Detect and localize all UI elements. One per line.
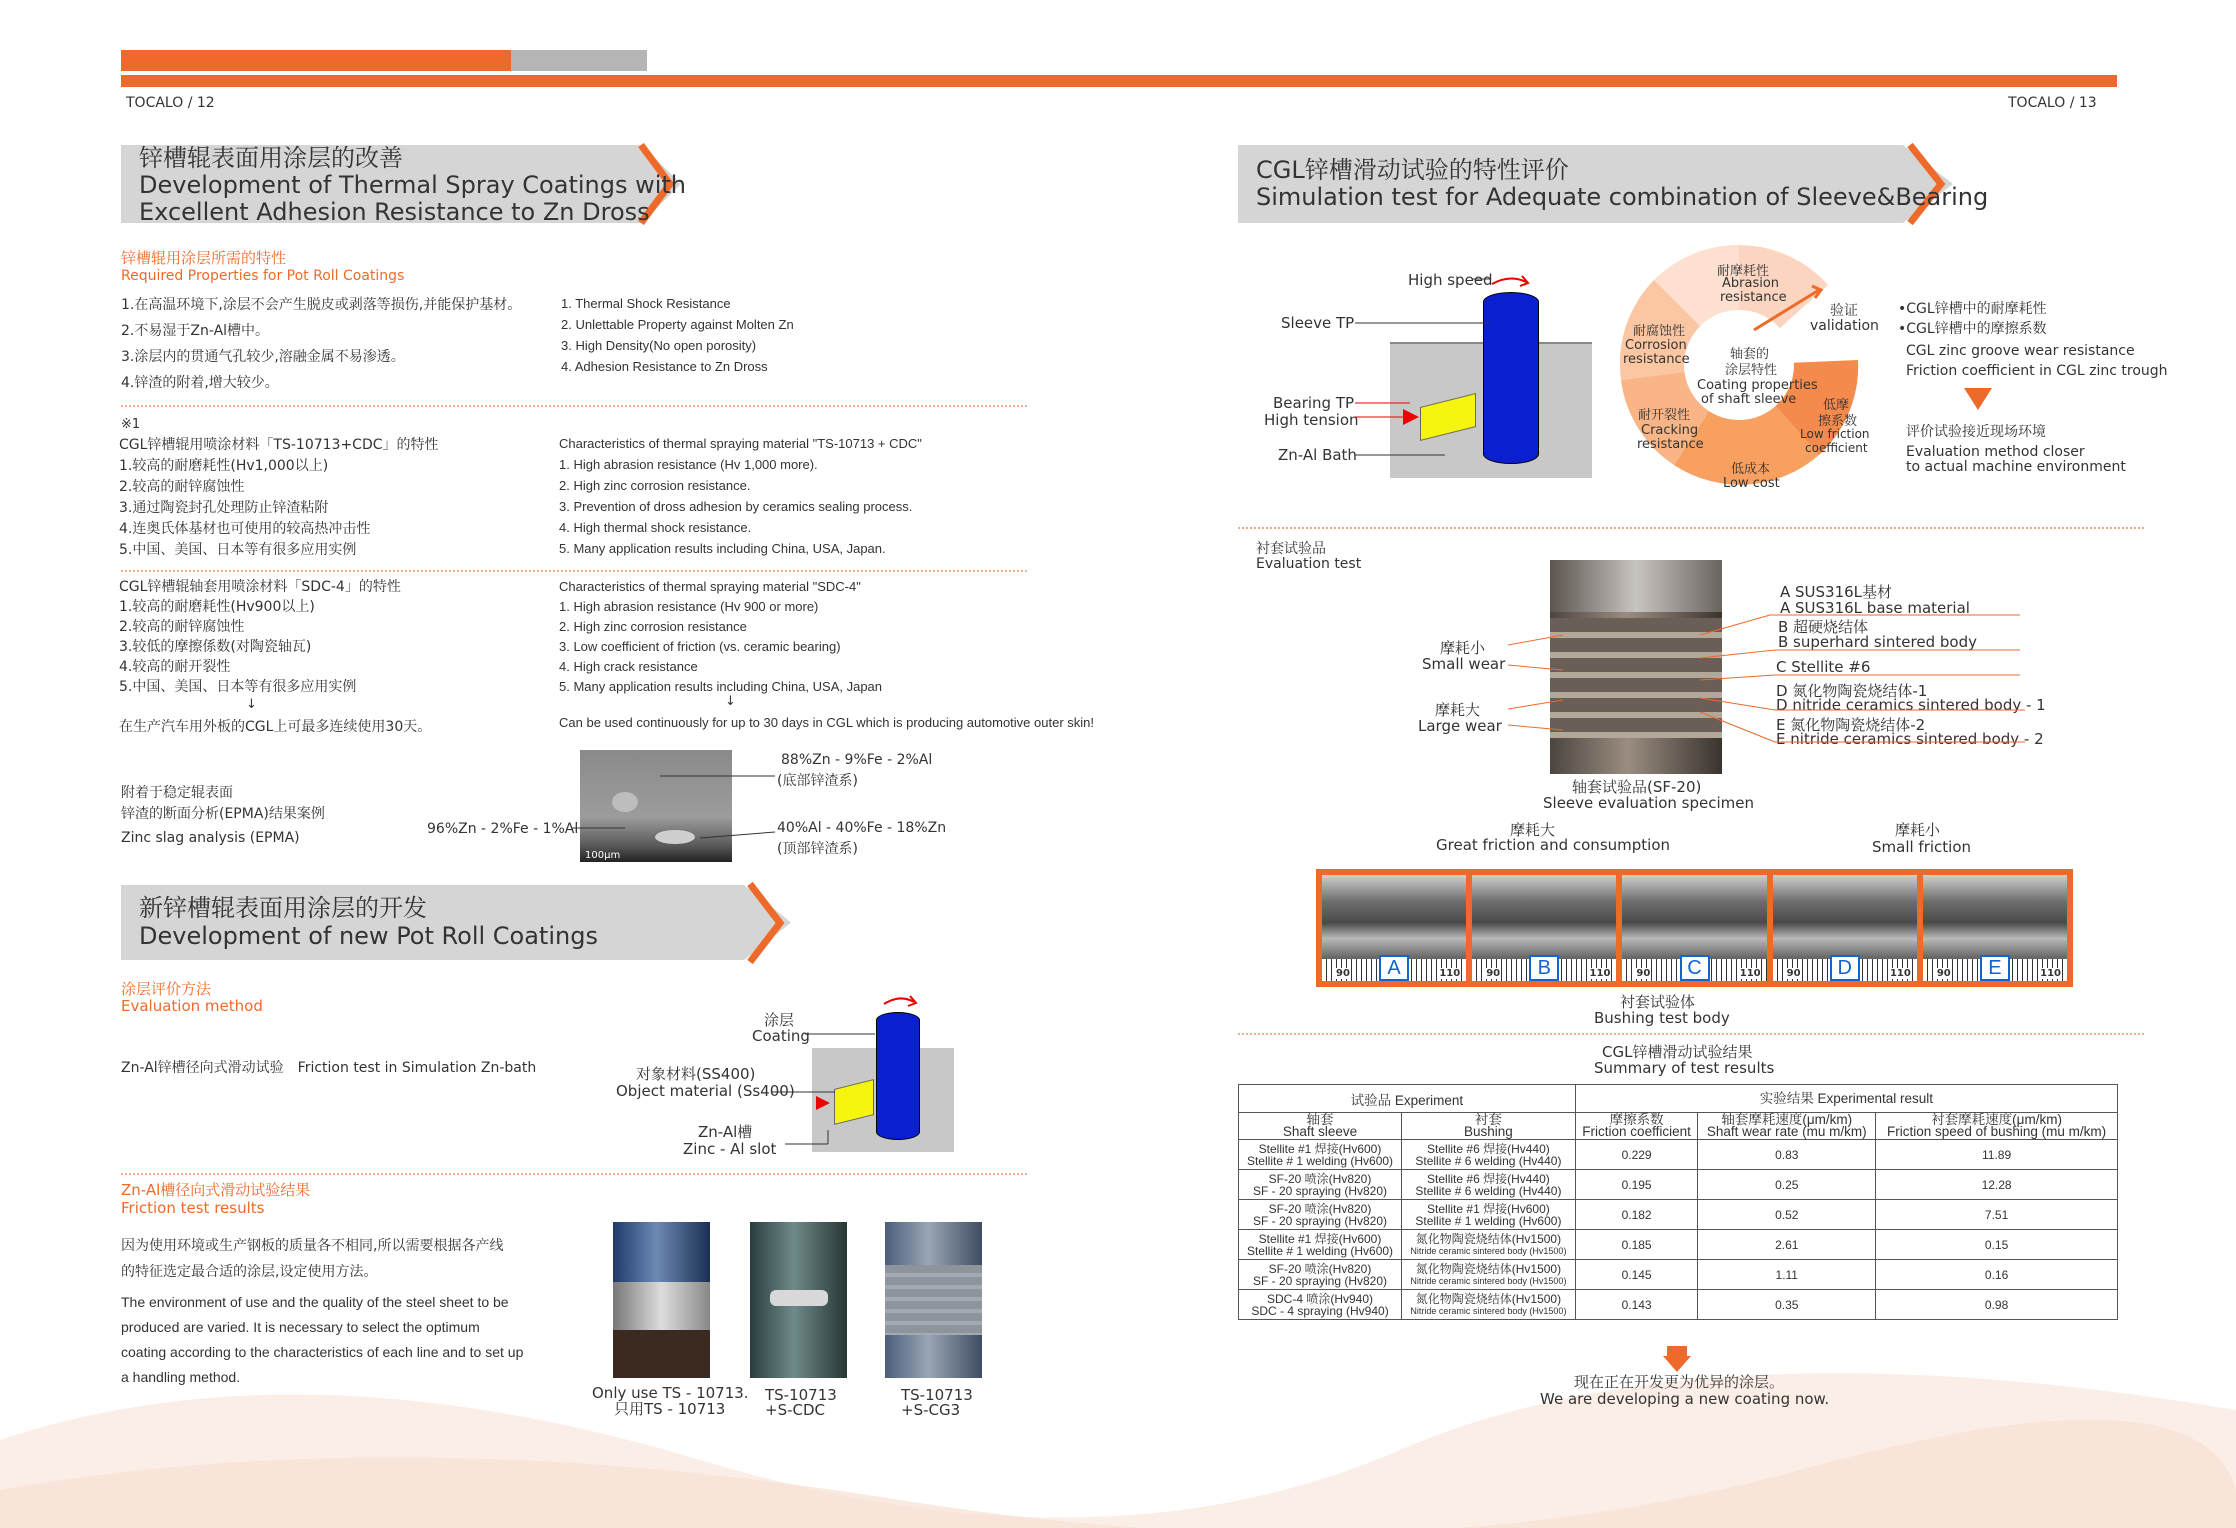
table-row: [1239, 1260, 2118, 1290]
ts-list-cn: [119, 435, 439, 561]
epma-cn-2: 锌渣的断面分析(EPMA)结果案例: [121, 806, 325, 822]
photo-caption-2b: +S-CDC: [765, 1401, 825, 1419]
req-heading-en: Required Properties for Pot Roll Coatings: [121, 268, 405, 284]
table-cell: 12.28: [1876, 1170, 2118, 1200]
ts-item-en: 3. Prevention of dross adhesion by ceramics sealing process.: [559, 499, 913, 514]
specimen-caption-en: Sleeve evaluation specimen: [1543, 794, 1755, 812]
ts-item: 5.中国、美国、日本等有很多应用实例: [119, 542, 357, 558]
small-friction-en: Small friction: [1872, 838, 1972, 856]
object-label-en: Object material (Ss400): [616, 1082, 795, 1100]
col-header: [1698, 1113, 1876, 1140]
ruler-tick-label: 110: [1739, 968, 1761, 979]
wheel-abrasion-en1: Abrasion: [1722, 276, 1780, 291]
rotation-icon: [880, 994, 920, 1012]
section-title-cn: 新锌槽辊表面用涂层的开发: [139, 894, 427, 922]
material-e-en: E nitride ceramics sintered body - 2: [1776, 730, 2044, 748]
bushing-letter: B: [1529, 955, 1559, 981]
sdc-list-cn: [119, 577, 401, 697]
req-item: 3.涂层内的贯通气孔较少,溶融金属不易渗透。: [121, 349, 405, 365]
table-cell: [1239, 1170, 1402, 1200]
ts-item-en: 1. High abrasion resistance (Hv 1,000 more).: [559, 457, 818, 472]
sdc-item-en: 3. Low coefficient of friction (vs. ceramic bearing): [559, 639, 841, 654]
table-cell: 0.83: [1698, 1140, 1876, 1170]
material-c-en: C Stellite #6: [1776, 658, 1871, 676]
cell-line: Stellite #6 焊接(Hv440): [1427, 1141, 1550, 1156]
bushing-photo-c: [1622, 875, 1766, 981]
table-cell: 7.51: [1876, 1200, 2118, 1230]
bushing-letter: D: [1830, 955, 1860, 981]
col-header: [1575, 1113, 1698, 1140]
top-bar-gray: [511, 50, 647, 71]
wheel-corrosion-cn: 耐腐蚀性: [1633, 324, 1686, 339]
roll-photo-1-detail: [613, 1330, 710, 1378]
bushing-caption-en: Bushing test body: [1594, 1009, 1730, 1027]
sdc-item-en: 4. High crack resistance: [559, 659, 698, 674]
wheel-friction-en1: Low friction: [1800, 427, 1870, 441]
cell-line: SF - 20 spraying (Hv820): [1252, 1273, 1388, 1288]
ruler-tick-label: 110: [1589, 968, 1611, 979]
material-b-en: B superhard sintered body: [1778, 633, 1977, 651]
ruler-tick-label: 110: [1439, 968, 1461, 979]
sdc-item: 5.中国、美国、日本等有很多应用实例: [119, 679, 357, 695]
wheel-center-en1: Coating properties: [1697, 378, 1818, 393]
friction-en-paragraph: [121, 1290, 523, 1390]
req-item: 4.锌渣的附着,增大较少。: [121, 375, 279, 391]
table-cell: 0.145: [1575, 1260, 1698, 1290]
table-cell: [1402, 1200, 1576, 1230]
friction-heading-en: Friction test results: [121, 1199, 265, 1217]
req-item-en: 4. Adhesion Resistance to Zn Dross: [561, 359, 768, 374]
top-bar-orange-long: [121, 75, 2117, 87]
friction-cn-2: 的特征选定最合适的涂层,设定使用方法。: [121, 1264, 378, 1280]
sdc-item: CGL锌槽辊轴套用喷涂材料「SDC-4」的特性: [119, 579, 401, 595]
table-cell: [1239, 1290, 1402, 1320]
req-item-en: 1. Thermal Shock Resistance: [561, 296, 731, 311]
table-cell: [1402, 1230, 1576, 1260]
epma-cn-1: 附着于稳定辊表面: [121, 785, 233, 801]
sdc-item: 4.较高的耐开裂性: [119, 659, 231, 675]
sdc-item-en: 1. High abrasion resistance (Hv 900 or more): [559, 599, 819, 614]
bushing-caption-cn: 衬套试验体: [1620, 993, 1696, 1011]
photo-caption-2a: TS-10713: [765, 1386, 837, 1404]
ts-item-en: Characteristics of thermal spraying material "TS-10713 + CDC": [559, 436, 922, 451]
table-cell: [1402, 1170, 1576, 1200]
top-bar-orange-short: [121, 50, 511, 71]
ts-item: CGL锌槽辊用喷涂材料「TS-10713+CDC」的特性: [119, 437, 439, 453]
chevron-icon: [745, 882, 787, 964]
material-a-cn: A SUS316L基材: [1780, 583, 1893, 601]
ts-item: 3.通过陶瓷封孔处理防止锌渣粘附: [119, 500, 329, 516]
bushing-photo-b: [1472, 875, 1616, 981]
cell-line: SF-20 喷涂(Hv820): [1268, 1201, 1372, 1216]
table-cell: 0.15: [1876, 1230, 2118, 1260]
col-header-cn: 摩擦系数: [1609, 1112, 1664, 1127]
roll-photo-2-detail: [770, 1290, 828, 1306]
photo-caption-3a: TS-10713: [901, 1386, 973, 1404]
epma-label-1: 88%Zn - 9%Fe - 2%Al: [781, 752, 933, 768]
wheel-cracking-cn: 耐开裂性: [1638, 408, 1691, 423]
down-arrow-icon-head: [1663, 1356, 1691, 1372]
down-arrow-icon: [1667, 1346, 1687, 1356]
col-header-en: Friction speed of bushing (mu m/km): [1887, 1124, 2107, 1139]
section-title-en: Development of new Pot Roll Coatings: [139, 922, 598, 950]
col-group-experiment: 试验品 Experiment: [1239, 1085, 1576, 1113]
eval-test-en: Evaluation test: [1256, 556, 1362, 572]
cell-line: Stellite #1 焊接(Hv600): [1258, 1231, 1382, 1246]
friction-en-line: a handling method.: [121, 1369, 241, 1385]
summary-title-en: Summary of test results: [1594, 1059, 1775, 1077]
col-header-cn: 衬套摩耗速度(μm/km): [1931, 1112, 2062, 1127]
note-bullet-1: •CGL锌槽中的耐摩耗性: [1898, 301, 2047, 317]
table-cell: [1402, 1140, 1576, 1170]
note-en-1: CGL zinc groove wear resistance: [1906, 343, 2135, 359]
ruler-tick-label: 90: [1336, 968, 1350, 979]
scale-bar: 100μm: [585, 850, 621, 861]
summary-title-cn: CGL锌槽滑动试验结果: [1602, 1043, 1753, 1061]
table-cell: [1239, 1260, 1402, 1290]
cell-line: 氮化物陶瓷烧结体(Hv1500): [1415, 1291, 1562, 1306]
note-mark: ※1: [121, 417, 141, 432]
wear-leader-lines: [1508, 625, 1568, 745]
sdc-item-en: Characteristics of thermal spraying material "SDC-4": [559, 579, 861, 594]
table-cell: 0.16: [1876, 1260, 2118, 1290]
req-list-cn: [121, 292, 521, 396]
ts-item: 1.较高的耐磨耗性(Hv1,000以上): [119, 458, 329, 474]
down-arrow: ↓: [725, 694, 736, 709]
table-row: [1239, 1290, 2118, 1320]
wheel-corrosion-en1: Corrosion: [1625, 338, 1687, 353]
material-b-cn: B 超硬烧结体: [1778, 618, 1869, 636]
req-item: 2.不易湿于Zn-Al槽中。: [121, 323, 270, 339]
table-row: [1239, 1230, 2118, 1260]
wheel-cracking-en2: resistance: [1637, 437, 1704, 452]
table-cell: 0.25: [1698, 1170, 1876, 1200]
table-row: [1239, 1170, 2118, 1200]
cell-line: SF-20 喷涂(Hv820): [1268, 1171, 1372, 1186]
wheel-cost-cn: 低成本: [1731, 462, 1771, 477]
sdc-result-en: Can be used continuously for up to 30 days in CGL which is producing automotive outer skin!: [559, 715, 1094, 730]
divider: [1238, 1033, 2144, 1035]
table-row: [1239, 1200, 2118, 1230]
epma-label-2: 96%Zn - 2%Fe - 1%Al: [427, 821, 579, 837]
wheel-center-cn2: 涂层特性: [1725, 363, 1778, 378]
table-cell: 0.195: [1575, 1170, 1698, 1200]
cell-line: SF - 20 spraying (Hv820): [1252, 1183, 1388, 1198]
eval-text: Zn-Al锌槽径向式滑动试验 Friction test in Simulation Zn-bath: [121, 1060, 537, 1076]
diagram-leader-lines: [1350, 275, 1500, 465]
photo-caption-1a: Only use TS - 10713.: [592, 1384, 749, 1402]
wheel-friction-cn1: 低摩: [1823, 398, 1850, 413]
roll-photo-3-detail: [885, 1265, 982, 1335]
table-cell: 0.182: [1575, 1200, 1698, 1230]
ruler-tick-label: 90: [1636, 968, 1651, 979]
coating-label-en: Coating: [752, 1027, 810, 1045]
validation-cn: 验证: [1830, 303, 1858, 319]
cell-line: Stellite #1 焊接(Hv600): [1258, 1141, 1382, 1156]
table-cell: 0.143: [1575, 1290, 1698, 1320]
ts-item-en: 2. High zinc corrosion resistance.: [559, 478, 751, 493]
cell-line: Stellite #6 焊接(Hv440): [1427, 1171, 1550, 1186]
sdc-item: 3.较低的摩擦係数(对陶瓷轴瓦): [119, 639, 312, 655]
section-title-cn: CGL锌槽滑动试验的特性评价: [1256, 156, 1569, 184]
validation-en: validation: [1810, 318, 1879, 334]
divider: [121, 570, 1027, 572]
ruler-tick-label: 90: [1486, 968, 1501, 979]
cell-line: SF - 20 spraying (Hv820): [1252, 1213, 1388, 1228]
material-e-cn: E 氮化物陶瓷烧结体-2: [1776, 716, 1926, 734]
epma-leader-lines: [560, 760, 780, 850]
section-title-en-1: Development of Thermal Spray Coatings with: [139, 171, 687, 199]
ruler-tick-label: 90: [1936, 968, 1951, 979]
sleeve-tp-label: Sleeve TP: [1281, 314, 1355, 332]
down-arrow-icon: [1964, 388, 1992, 410]
friction-en-line: coating according to the characteristics of each line and to set up: [121, 1344, 524, 1360]
cell-line: Stellite # 1 welding (Hv600): [1415, 1213, 1562, 1228]
cell-line: 氮化物陶瓷烧结体(Hv1500): [1415, 1231, 1562, 1246]
eval-test-cn: 衬套试验品: [1256, 541, 1326, 557]
col-group-result: 实验结果 Experimental result: [1575, 1085, 2117, 1113]
ts-list-en: [559, 433, 922, 559]
table-cell: [1402, 1290, 1576, 1320]
coating-label-cn: 涂层: [764, 1011, 795, 1029]
summary-table: [1238, 1084, 2118, 1320]
col-header-cn: 轴套摩耗速度(μm/km): [1721, 1112, 1853, 1127]
wheel-cracking-en1: Cracking: [1641, 423, 1699, 438]
cell-line: 氮化物陶瓷烧结体(Hv1500): [1415, 1261, 1562, 1276]
eval-heading-cn: 涂层评价方法: [121, 980, 212, 998]
col-header-en: Bushing: [1464, 1124, 1513, 1139]
bearing-tp-label: Bearing TP: [1273, 394, 1355, 412]
footer-cn: 现在正在开发更为优异的涂层。: [1574, 1373, 1785, 1391]
bushing-strip: [1322, 875, 2067, 981]
bushing-photo-e: [1923, 875, 2067, 981]
sdc-item-en: 2. High zinc corrosion resistance: [559, 619, 747, 634]
col-header-cn: 轴套: [1306, 1112, 1334, 1127]
table-cell: 0.52: [1698, 1200, 1876, 1230]
ts-item-en: 5. Many application results including China, USA, Japan.: [559, 541, 886, 556]
wheel-friction-en2: coefficient: [1805, 441, 1868, 455]
eval-leader-lines: [760, 1030, 880, 1150]
sleeve-cylinder: [876, 1012, 920, 1140]
high-speed-label: High speed: [1408, 271, 1493, 289]
sdc-list-en: [559, 577, 882, 697]
material-d-cn: D 氮化物陶瓷烧结体-1: [1776, 682, 1928, 700]
col-header: [1876, 1113, 2118, 1140]
method-en-1: Evaluation method closer: [1906, 444, 2085, 460]
cell-line: SDC - 4 spraying (Hv940): [1251, 1303, 1389, 1318]
col-header: [1402, 1113, 1576, 1140]
method-en-2: to actual machine environment: [1906, 459, 2126, 475]
col-header-cn: 衬套: [1474, 1112, 1502, 1127]
divider: [121, 405, 1027, 407]
cell-line: Nitride ceramic sintered body (Hv1500): [1410, 1245, 1567, 1256]
table-cell: 1.11: [1698, 1260, 1876, 1290]
large-wear-en: Large wear: [1418, 717, 1502, 735]
bushing-letter: C: [1680, 955, 1710, 981]
cell-line: Nitride ceramic sintered body (Hv1500): [1410, 1305, 1567, 1316]
sdc-item: 2.较高的耐锌腐蚀性: [119, 619, 245, 635]
material-d-en: D nitride ceramics sintered body - 1: [1776, 696, 2046, 714]
section-title-en-2: Excellent Adhesion Resistance to Zn Dross: [139, 198, 650, 226]
wheel-center-cn1: 轴套的: [1730, 347, 1770, 362]
cell-line: Stellite # 6 welding (Hv440): [1415, 1183, 1562, 1198]
eval-heading-en: Evaluation method: [121, 997, 263, 1015]
cell-line: Stellite #1 焊接(Hv600): [1427, 1201, 1550, 1216]
ruler-tick-label: 110: [1889, 968, 1911, 979]
ts-item: 4.连奥氏体基材也可使用的较高热冲击性: [119, 521, 371, 537]
friction-en-line: produced are varied. It is necessary to select the optimum: [121, 1319, 480, 1335]
friction-en-line: The environment of use and the quality of the steel sheet to be: [121, 1294, 509, 1310]
col-header: [1239, 1113, 1402, 1140]
epma-en: Zinc slag analysis (EPMA): [121, 830, 300, 846]
req-item-en: 2. Unlettable Property against Molten Zn: [561, 317, 794, 332]
high-tension-label: High tension: [1264, 411, 1359, 429]
small-wear-cn: 摩耗小: [1440, 639, 1486, 657]
sdc-item-en: 5. Many application results including China, USA, Japan: [559, 679, 883, 694]
wheel-cost-en: Low cost: [1723, 476, 1780, 491]
col-header-en: Shaft sleeve: [1282, 1124, 1358, 1139]
req-heading-cn: 锌槽辊用涂层所需的特性: [121, 249, 287, 267]
great-friction-cn: 摩耗大: [1510, 821, 1556, 839]
ruler-tick-label: 90: [1786, 968, 1801, 979]
footer-en: We are developing a new coating now.: [1540, 1390, 1830, 1408]
roll-photo-1-detail: [613, 1282, 710, 1330]
cell-line: Stellite # 6 welding (Hv440): [1415, 1153, 1562, 1168]
large-wear-cn: 摩耗大: [1435, 701, 1481, 719]
table-row: [1239, 1140, 2118, 1170]
small-friction-cn: 摩耗小: [1895, 821, 1941, 839]
cell-line: SDC-4 喷涂(Hv940): [1266, 1291, 1374, 1306]
req-item: 1.在高温环境下,涂层不会产生脱皮或剥落等损伤,并能保护基材。: [121, 297, 522, 313]
table-cell: [1239, 1200, 1402, 1230]
table-cell: 0.98: [1876, 1290, 2118, 1320]
slot-label-cn: Zn-Al槽: [698, 1123, 753, 1141]
friction-heading-cn: Zn-Al槽径向式滑动试验结果: [121, 1181, 311, 1199]
ts-item-en: 4. High thermal shock resistance.: [559, 520, 752, 535]
page-number-left: TOCALO / 12: [126, 95, 215, 111]
section-title-en: Simulation test for Adequate combination of Sleeve&Bearing: [1256, 183, 1989, 211]
req-list-en: [561, 293, 794, 377]
method-cn: 评价试验接近现场环境: [1906, 424, 2046, 440]
slot-label-en: Zinc - Al slot: [683, 1140, 777, 1158]
bushing-photo-a: [1322, 875, 1466, 981]
wheel-abrasion-en2: resistance: [1720, 290, 1787, 305]
table-cell: 11.89: [1876, 1140, 2118, 1170]
table-cell: 0.185: [1575, 1230, 1698, 1260]
section-title-cn: 锌槽辊表面用涂层的改善: [139, 144, 403, 172]
down-arrow: ↓: [246, 697, 257, 712]
note-bullet-2: •CGL锌槽中的摩擦系数: [1898, 321, 2047, 337]
material-a-en: A SUS316L base material: [1780, 599, 1970, 617]
great-friction-en: Great friction and consumption: [1436, 836, 1671, 854]
col-header-en: Shaft wear rate (mu m/km): [1706, 1124, 1867, 1139]
table-cell: [1239, 1140, 1402, 1170]
table-cell: 2.61: [1698, 1230, 1876, 1260]
object-label-cn: 对象材料(SS400): [636, 1065, 756, 1083]
sdc-result-cn: 在生产汽车用外板的CGL上可最多连续使用30天。: [119, 719, 432, 735]
divider: [121, 1173, 1027, 1175]
req-item-en: 3. High Density(No open porosity): [561, 338, 757, 353]
specimen-caption-cn: 轴套试验品(SF-20): [1572, 778, 1702, 796]
wheel-abrasion-cn: 耐摩耗性: [1717, 264, 1770, 279]
cell-line: Nitride ceramic sintered body (Hv1500): [1410, 1275, 1567, 1286]
cell-line: SF-20 喷涂(Hv820): [1268, 1261, 1372, 1276]
friction-cn-1: 因为使用环境或生产钢板的质量各不相同,所以需要根据各产线: [121, 1238, 504, 1254]
epma-label-1-cn: (底部锌渣系): [777, 773, 858, 789]
cell-line: Stellite # 1 welding (Hv600): [1246, 1243, 1394, 1258]
wheel-center-en2: of shaft sleeve: [1701, 392, 1797, 407]
table-cell: [1402, 1260, 1576, 1290]
epma-label-3-cn: (顶部锌渣系): [777, 841, 858, 857]
small-wear-en: Small wear: [1422, 655, 1506, 673]
bushing-letter: E: [1980, 955, 2010, 981]
sdc-item: 1.较高的耐磨耗性(Hv900以上): [119, 599, 315, 615]
cell-line: Stellite # 1 welding (Hv600): [1246, 1153, 1394, 1168]
wheel-corrosion-en2: resistance: [1623, 352, 1690, 367]
col-header-en: Friction coefficient: [1582, 1124, 1691, 1139]
photo-caption-3b: +S-CG3: [901, 1401, 961, 1419]
zn-al-bath-label: Zn-Al Bath: [1278, 446, 1357, 464]
bushing-photo-d: [1773, 875, 1917, 981]
photo-caption-1b: 只用TS - 10713: [614, 1400, 726, 1418]
table-cell: [1239, 1230, 1402, 1260]
material-leader-lines: [1690, 600, 2025, 750]
table-cell: 0.229: [1575, 1140, 1698, 1170]
divider: [1238, 527, 2144, 529]
page-number-right: TOCALO / 13: [2008, 95, 2097, 111]
ruler-tick-label: 110: [2040, 968, 2062, 979]
note-en-2: Friction coefficient in CGL zinc trough: [1906, 363, 2168, 379]
table-cell: 0.35: [1698, 1290, 1876, 1320]
epma-label-3: 40%Al - 40%Fe - 18%Zn: [777, 820, 947, 836]
bushing-letter: A: [1379, 955, 1409, 981]
wheel-friction-cn2: 擦系数: [1818, 414, 1858, 429]
ts-item: 2.较高的耐锌腐蚀性: [119, 479, 245, 495]
